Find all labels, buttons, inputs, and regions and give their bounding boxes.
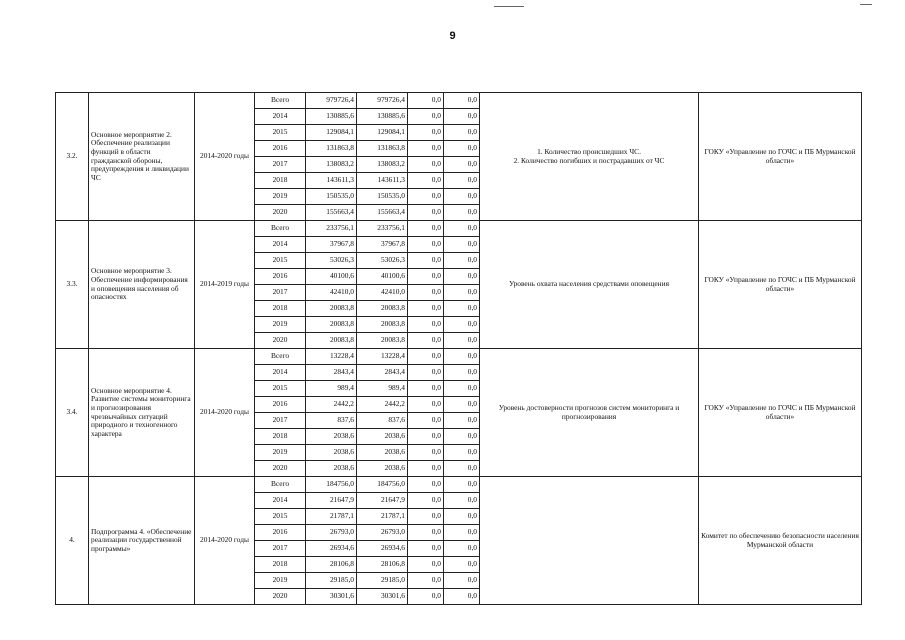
year-cell: 2016	[255, 525, 306, 541]
executor: ГОКУ «Управление по ГОЧС и ПБ Мурманской области»	[699, 221, 862, 349]
year-cell: 2016	[255, 141, 306, 157]
regional-budget-value: 28106,8	[357, 557, 408, 573]
year-cell: 2014	[255, 493, 306, 509]
table-row	[56, 477, 862, 493]
federal-budget-value: 0,0	[408, 285, 444, 301]
total-value: 2038,6	[306, 429, 357, 445]
total-value: 2038,6	[306, 445, 357, 461]
other-sources-value: 0,0	[444, 205, 480, 221]
other-sources-value: 0,0	[444, 573, 480, 589]
other-sources-value: 0,0	[444, 173, 480, 189]
year-cell: 2020	[255, 461, 306, 477]
year-cell: Всего	[255, 349, 306, 365]
activity-name: Основное мероприятие 2. Обеспечение реализации функций в области гражданской обороны, предупреждения и ликвидации ЧС	[89, 93, 195, 221]
period: 2014-2020 годы	[195, 93, 255, 221]
total-value: 40100,6	[306, 269, 357, 285]
federal-budget-value: 0,0	[408, 317, 444, 333]
federal-budget-value: 0,0	[408, 221, 444, 237]
total-value: 129084,1	[306, 125, 357, 141]
other-sources-value: 0,0	[444, 221, 480, 237]
other-sources-value: 0,0	[444, 509, 480, 525]
total-value: 20083,8	[306, 333, 357, 349]
total-value: 2843,4	[306, 365, 357, 381]
year-cell: 2018	[255, 173, 306, 189]
regional-budget-value: 150535,0	[357, 189, 408, 205]
other-sources-value: 0,0	[444, 109, 480, 125]
year-cell: 2020	[255, 205, 306, 221]
scan-mark	[860, 4, 872, 5]
section-number: 3.2.	[56, 93, 89, 221]
regional-budget-value: 20083,8	[357, 317, 408, 333]
federal-budget-value: 0,0	[408, 445, 444, 461]
federal-budget-value: 0,0	[408, 589, 444, 605]
other-sources-value: 0,0	[444, 237, 480, 253]
other-sources-value: 0,0	[444, 253, 480, 269]
federal-budget-value: 0,0	[408, 525, 444, 541]
total-value: 20083,8	[306, 317, 357, 333]
total-value: 30301,6	[306, 589, 357, 605]
year-cell: 2017	[255, 285, 306, 301]
other-sources-value: 0,0	[444, 445, 480, 461]
regional-budget-value: 129084,1	[357, 125, 408, 141]
year-cell: Всего	[255, 477, 306, 493]
federal-budget-value: 0,0	[408, 429, 444, 445]
federal-budget-value: 0,0	[408, 397, 444, 413]
scan-mark	[494, 6, 524, 7]
regional-budget-value: 26793,0	[357, 525, 408, 541]
regional-budget-value: 2038,6	[357, 461, 408, 477]
regional-budget-value: 184756,0	[357, 477, 408, 493]
other-sources-value: 0,0	[444, 525, 480, 541]
federal-budget-value: 0,0	[408, 253, 444, 269]
page-number: 9	[449, 30, 456, 42]
year-cell: 2018	[255, 429, 306, 445]
indicator: Уровень охвата населения средствами оповещения	[480, 221, 699, 349]
regional-budget-value: 233756,1	[357, 221, 408, 237]
total-value: 28106,8	[306, 557, 357, 573]
year-cell: 2015	[255, 253, 306, 269]
other-sources-value: 0,0	[444, 93, 480, 109]
year-cell: 2019	[255, 573, 306, 589]
year-cell: 2014	[255, 365, 306, 381]
other-sources-value: 0,0	[444, 557, 480, 573]
regional-budget-value: 29185,0	[357, 573, 408, 589]
federal-budget-value: 0,0	[408, 157, 444, 173]
year-cell: 2014	[255, 237, 306, 253]
regional-budget-value: 26934,6	[357, 541, 408, 557]
other-sources-value: 0,0	[444, 301, 480, 317]
executor: ГОКУ «Управление по ГОЧС и ПБ Мурманской области»	[699, 93, 862, 221]
regional-budget-value: 21787,1	[357, 509, 408, 525]
year-cell: 2020	[255, 333, 306, 349]
regional-budget-value: 130885,6	[357, 109, 408, 125]
regional-budget-value: 20083,8	[357, 301, 408, 317]
federal-budget-value: 0,0	[408, 93, 444, 109]
other-sources-value: 0,0	[444, 589, 480, 605]
executor: Комитет по обеспечению безопасности населения Мурманской области	[699, 477, 862, 605]
total-value: 21787,1	[306, 509, 357, 525]
table-row	[56, 93, 862, 109]
year-cell: 2019	[255, 445, 306, 461]
year-cell: 2016	[255, 269, 306, 285]
period: 2014-2020 годы	[195, 349, 255, 477]
total-value: 138083,2	[306, 157, 357, 173]
total-value: 20083,8	[306, 301, 357, 317]
executor: ГОКУ «Управление по ГОЧС и ПБ Мурманской области»	[699, 349, 862, 477]
total-value: 155663,4	[306, 205, 357, 221]
total-value: 37967,8	[306, 237, 357, 253]
total-value: 233756,1	[306, 221, 357, 237]
year-cell: Всего	[255, 221, 306, 237]
section-number: 4.	[56, 477, 89, 605]
other-sources-value: 0,0	[444, 381, 480, 397]
regional-budget-value: 155663,4	[357, 205, 408, 221]
other-sources-value: 0,0	[444, 493, 480, 509]
indicator	[480, 477, 699, 605]
federal-budget-value: 0,0	[408, 557, 444, 573]
regional-budget-value: 143611,3	[357, 173, 408, 189]
other-sources-value: 0,0	[444, 349, 480, 365]
year-cell: 2015	[255, 381, 306, 397]
other-sources-value: 0,0	[444, 397, 480, 413]
total-value: 29185,0	[306, 573, 357, 589]
activity-name: Основное мероприятие 4. Развитие системы мониторинга и прогнозирования чрезвычайных ситуаций природного и техногенного характера	[89, 349, 195, 477]
federal-budget-value: 0,0	[408, 493, 444, 509]
year-cell: 2018	[255, 301, 306, 317]
total-value: 21647,9	[306, 493, 357, 509]
federal-budget-value: 0,0	[408, 173, 444, 189]
regional-budget-value: 37967,8	[357, 237, 408, 253]
federal-budget-value: 0,0	[408, 205, 444, 221]
total-value: 42410,0	[306, 285, 357, 301]
regional-budget-value: 131863,8	[357, 141, 408, 157]
total-value: 150535,0	[306, 189, 357, 205]
year-cell: 2015	[255, 125, 306, 141]
federal-budget-value: 0,0	[408, 541, 444, 557]
other-sources-value: 0,0	[444, 365, 480, 381]
regional-budget-value: 42410,0	[357, 285, 408, 301]
total-value: 979726,4	[306, 93, 357, 109]
regional-budget-value: 20083,8	[357, 333, 408, 349]
year-cell: 2018	[255, 557, 306, 573]
year-cell: 2017	[255, 541, 306, 557]
federal-budget-value: 0,0	[408, 477, 444, 493]
regional-budget-value: 30301,6	[357, 589, 408, 605]
regional-budget-value: 2038,6	[357, 429, 408, 445]
federal-budget-value: 0,0	[408, 141, 444, 157]
total-value: 13228,4	[306, 349, 357, 365]
other-sources-value: 0,0	[444, 541, 480, 557]
regional-budget-value: 2038,6	[357, 445, 408, 461]
year-cell: 2020	[255, 589, 306, 605]
other-sources-value: 0,0	[444, 429, 480, 445]
year-cell: 2016	[255, 397, 306, 413]
regional-budget-value: 837,6	[357, 413, 408, 429]
indicator: Уровень достоверности прогнозов систем мониторинга и прогнозирования	[480, 349, 699, 477]
total-value: 143611,3	[306, 173, 357, 189]
regional-budget-value: 13228,4	[357, 349, 408, 365]
federal-budget-value: 0,0	[408, 237, 444, 253]
total-value: 2442,2	[306, 397, 357, 413]
other-sources-value: 0,0	[444, 141, 480, 157]
other-sources-value: 0,0	[444, 317, 480, 333]
federal-budget-value: 0,0	[408, 269, 444, 285]
other-sources-value: 0,0	[444, 189, 480, 205]
regional-budget-value: 2442,2	[357, 397, 408, 413]
regional-budget-value: 138083,2	[357, 157, 408, 173]
activity-name: Основное мероприятие 3. Обеспечение информирования и оповещения населения об опасностях	[89, 221, 195, 349]
other-sources-value: 0,0	[444, 333, 480, 349]
indicator: 1. Количество происшедших ЧС. 2. Количество погибших и пострадавших от ЧС	[480, 93, 699, 221]
year-cell: 2015	[255, 509, 306, 525]
year-cell: 2014	[255, 109, 306, 125]
year-cell: 2017	[255, 413, 306, 429]
regional-budget-value: 21647,9	[357, 493, 408, 509]
federal-budget-value: 0,0	[408, 461, 444, 477]
other-sources-value: 0,0	[444, 285, 480, 301]
total-value: 26793,0	[306, 525, 357, 541]
total-value: 53026,3	[306, 253, 357, 269]
section-number: 3.3.	[56, 221, 89, 349]
federal-budget-value: 0,0	[408, 349, 444, 365]
regional-budget-value: 40100,6	[357, 269, 408, 285]
activity-name: Подпрограмма 4. «Обеспечение реализации государственной программы»	[89, 477, 195, 605]
year-cell: 2019	[255, 317, 306, 333]
total-value: 131863,8	[306, 141, 357, 157]
year-cell: 2019	[255, 189, 306, 205]
federal-budget-value: 0,0	[408, 573, 444, 589]
federal-budget-value: 0,0	[408, 413, 444, 429]
table-row	[56, 221, 862, 237]
total-value: 130885,6	[306, 109, 357, 125]
federal-budget-value: 0,0	[408, 189, 444, 205]
program-table	[55, 92, 862, 605]
total-value: 2038,6	[306, 461, 357, 477]
federal-budget-value: 0,0	[408, 381, 444, 397]
other-sources-value: 0,0	[444, 157, 480, 173]
federal-budget-value: 0,0	[408, 301, 444, 317]
regional-budget-value: 53026,3	[357, 253, 408, 269]
total-value: 837,6	[306, 413, 357, 429]
other-sources-value: 0,0	[444, 413, 480, 429]
total-value: 184756,0	[306, 477, 357, 493]
regional-budget-value: 979726,4	[357, 93, 408, 109]
total-value: 989,4	[306, 381, 357, 397]
federal-budget-value: 0,0	[408, 333, 444, 349]
year-cell: 2017	[255, 157, 306, 173]
other-sources-value: 0,0	[444, 477, 480, 493]
other-sources-value: 0,0	[444, 269, 480, 285]
federal-budget-value: 0,0	[408, 365, 444, 381]
section-number: 3.4.	[56, 349, 89, 477]
year-cell: Всего	[255, 93, 306, 109]
program-table-body	[56, 93, 862, 605]
table-row	[56, 349, 862, 365]
federal-budget-value: 0,0	[408, 109, 444, 125]
federal-budget-value: 0,0	[408, 509, 444, 525]
other-sources-value: 0,0	[444, 461, 480, 477]
total-value: 26934,6	[306, 541, 357, 557]
period: 2014-2020 годы	[195, 477, 255, 605]
other-sources-value: 0,0	[444, 125, 480, 141]
period: 2014-2019 годы	[195, 221, 255, 349]
federal-budget-value: 0,0	[408, 125, 444, 141]
regional-budget-value: 989,4	[357, 381, 408, 397]
regional-budget-value: 2843,4	[357, 365, 408, 381]
